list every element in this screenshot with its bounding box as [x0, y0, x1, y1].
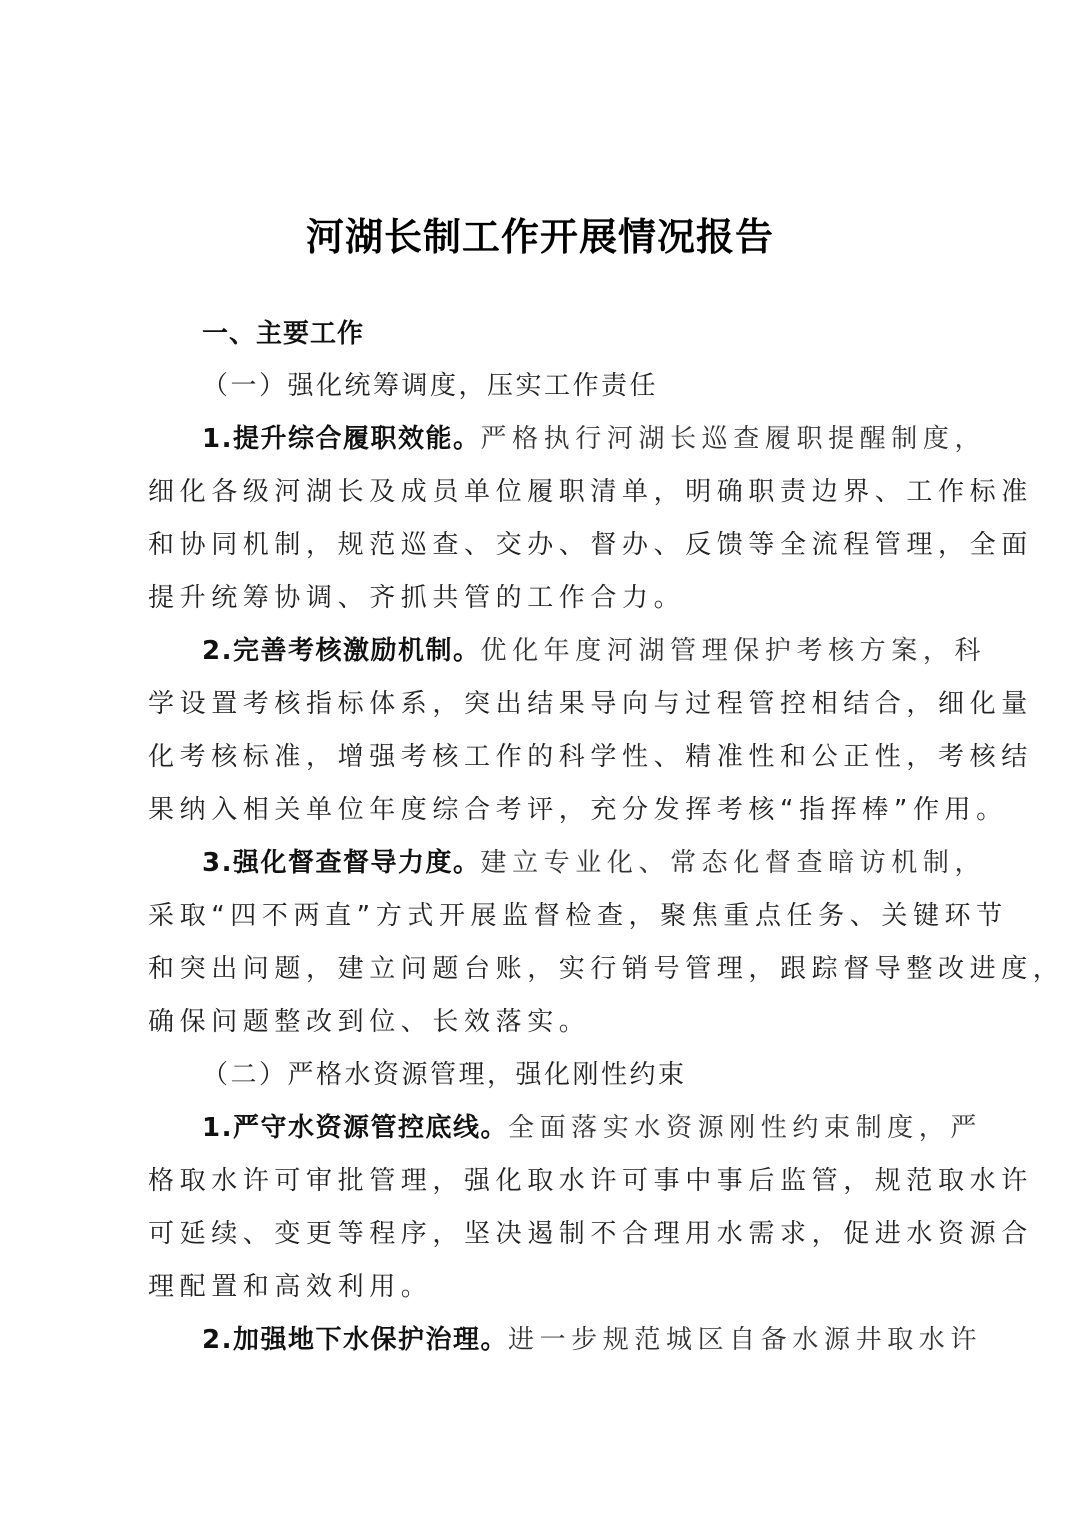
paragraph-line: 学设置考核指标体系，突出结果导向与过程管控相结合，细化量 [148, 689, 1033, 719]
paragraph-line: 化考核标准，增强考核工作的科学性、精准性和公正性，考核结 [148, 742, 1033, 772]
paragraph-line: 提升统筹协调、齐抓共管的工作合力。 [148, 583, 686, 613]
subsection-heading-2: （二）严格水资源管理，强化刚性约束 [202, 1060, 687, 1090]
paragraph-first-line [202, 1108, 982, 1148]
paragraph-text: 进一步规范城区自备水源井取水许 [507, 1325, 982, 1355]
paragraph-lead: 2.加强地下水保护治理。 [202, 1325, 508, 1355]
paragraph-line: 采取“四不两直”方式开展监督检查，聚焦重点任务、关键环节 [148, 901, 1008, 931]
paragraph-line: 理配置和高效利用。 [148, 1272, 433, 1302]
document-title: 河湖长制工作开展情况报告 [305, 214, 774, 259]
paragraph-lead: 2.完善考核激励机制。 [202, 636, 481, 666]
paragraph-line: 格取水许可审批管理，强化取水许可事中事后监管，规范取水许 [148, 1166, 1033, 1196]
paragraph-text: 建立专业化、常态化督查暗访机制， [480, 848, 987, 878]
paragraph-text: 严格执行河湖长巡查履职提醒制度， [480, 424, 987, 454]
paragraph-line: 细化各级河湖长及成员单位履职清单，明确职责边界、工作标准 [148, 477, 1033, 507]
paragraph-text: 优化年度河湖管理保护考核方案，科 [480, 636, 987, 666]
paragraph-text: 全面落实水资源刚性约束制度，严 [507, 1113, 982, 1143]
paragraph-line: 和突出问题，建立问题台账，实行销号管理，跟踪督导整改进度， [148, 954, 1065, 984]
paragraph-first-line [202, 1320, 982, 1360]
paragraph-lead: 1.严守水资源管控底线。 [202, 1113, 508, 1143]
paragraph-lead: 1.提升综合履职效能。 [202, 424, 481, 454]
paragraph-lead: 3.强化督查督导力度。 [202, 848, 481, 878]
paragraph-first-line [202, 419, 987, 459]
paragraph-line: 确保问题整改到位、长效落实。 [148, 1007, 591, 1037]
paragraph-line: 可延续、变更等程序，坚决遏制不合理用水需求，促进水资源合 [148, 1219, 1033, 1249]
subsection-heading-1: （一）强化统筹调度，压实工作责任 [202, 371, 659, 401]
paragraph-line: 果纳入相关单位年度综合考评，充分发挥考核“指挥棒”作用。 [148, 795, 1008, 825]
paragraph-first-line [202, 631, 987, 671]
paragraph-line: 和协同机制，规范巡查、交办、督办、反馈等全流程管理，全面 [148, 530, 1033, 560]
paragraph-first-line [202, 843, 987, 883]
section-heading-main-work: 一、主要工作 [202, 319, 365, 349]
